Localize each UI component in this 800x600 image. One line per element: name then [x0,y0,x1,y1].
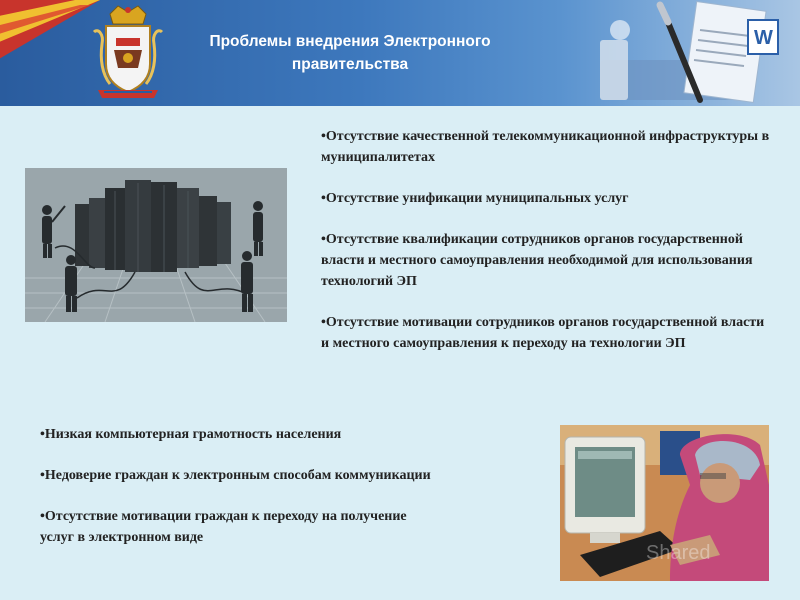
list-item: •Отсутствие мотивации сотрудников органов государственной власти и местного самоуправления к переходу на технологии ЭП [321,315,765,351]
svg-text:W: W [754,27,773,49]
citizen-issues-list [40,424,440,548]
svg-text:Shared: Shared [646,542,711,564]
elderly-woman-computer-photo [560,425,769,581]
list-item: •Низкая компьютерная грамотность населения [40,427,342,442]
server-room-people-illustration [25,168,287,322]
title-line-2: правительства [291,56,409,73]
government-issues-list [321,126,771,354]
page-title [200,30,500,76]
title-line-1: Проблемы внедрения Электронного [209,33,491,50]
list-item: •Отсутствие квалификации сотрудников органов государственной власти и местного самоуправления необходимой для использования технологий ЭП [321,232,753,289]
coat-of-arms-icon [88,4,168,102]
list-item: •Отсутствие унификации муниципальных услуг [321,191,629,206]
list-item: •Отсутствие мотивации граждан к переходу на получение услуг в электронном виде [40,509,407,545]
list-item: •Недоверие граждан к электронным способам коммуникации [40,468,431,483]
header-banner [0,0,800,106]
list-item: •Отсутствие качественной телекоммуникационной инфраструктуры в муниципалитетах [321,129,770,165]
document-pen-collage-icon [560,0,800,106]
